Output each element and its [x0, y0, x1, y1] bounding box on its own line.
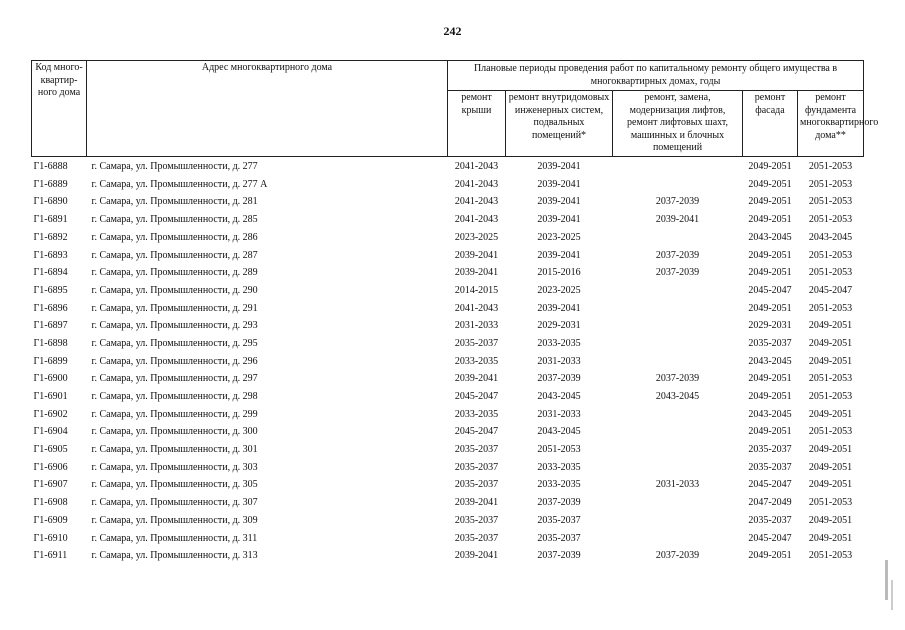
cell-lifts [613, 176, 743, 194]
cell-systems: 2039-2041 [537, 302, 581, 314]
cell-address: г. Самара, ул. Промышленности, д. 296 [91, 355, 258, 367]
cell-address: г. Самара, ул. Промышленности, д. 291 [91, 302, 258, 314]
cell-address: г. Самара, ул. Промышленности, д. 301 [91, 444, 258, 456]
cell-address: г. Самара, ул. Промышленности, д. 287 [91, 249, 258, 261]
cell-facade: 2035-2037 [748, 337, 792, 349]
table-row [32, 265, 864, 283]
cell-systems: 2035-2037 [537, 514, 581, 526]
cell-address: г. Самара, ул. Промышленности, д. 307 [91, 497, 258, 509]
cell-roof: 2041-2043 [454, 178, 499, 190]
cell-systems: 2023-2025 [537, 231, 581, 243]
cell-foundation: 2049-2051 [808, 337, 853, 349]
table-row [32, 530, 864, 548]
cell-foundation: 2049-2051 [808, 320, 853, 332]
cell-roof: 2039-2041 [454, 267, 499, 279]
cell-address: г. Самара, ул. Промышленности, д. 281 [91, 196, 258, 208]
table-row [32, 477, 864, 495]
cell-systems: 2051-2053 [537, 444, 581, 456]
cell-address: г. Самара, ул. Промышленности, д. 286 [91, 231, 258, 243]
scan-speck [885, 560, 888, 600]
cell-code: Г1-6904 [33, 426, 68, 438]
cell-systems: 2035-2037 [537, 532, 581, 544]
cell-code: Г1-6894 [33, 267, 68, 279]
cell-lifts: 2031-2033 [655, 479, 700, 491]
cell-roof: 2035-2037 [454, 444, 499, 456]
cell-foundation: 2051-2053 [808, 373, 853, 385]
scan-speck [891, 580, 893, 610]
table-row [32, 459, 864, 477]
cell-code: Г1-6890 [33, 196, 68, 208]
cell-foundation: 2051-2053 [808, 196, 853, 208]
cell-foundation: 2051-2053 [808, 426, 853, 438]
cell-address: г. Самара, ул. Промышленности, д. 298 [91, 391, 258, 403]
cell-facade: 2049-2051 [748, 178, 792, 190]
cell-foundation: 2049-2051 [808, 532, 853, 544]
header-code: Код много-квартир-ного дома [32, 61, 87, 157]
cell-facade: 2049-2051 [748, 267, 792, 279]
cell-systems: 2031-2033 [537, 408, 581, 420]
cell-foundation: 2049-2051 [808, 408, 853, 420]
cell-foundation: 2049-2051 [808, 479, 853, 491]
cell-address: г. Самара, ул. Промышленности, д. 293 [91, 320, 258, 332]
cell-facade: 2043-2045 [748, 355, 792, 367]
cell-code: Г1-6893 [33, 249, 68, 261]
cell-roof: 2033-2035 [454, 355, 499, 367]
repair-schedule-table [31, 60, 879, 565]
cell-code: Г1-6909 [33, 514, 68, 526]
cell-address: г. Самара, ул. Промышленности, д. 285 [91, 214, 258, 226]
cell-code: Г1-6889 [33, 178, 68, 190]
cell-code: Г1-6898 [33, 337, 68, 349]
cell-address: г. Самара, ул. Промышленности, д. 289 [91, 267, 258, 279]
cell-lifts [613, 156, 743, 176]
cell-facade: 2045-2047 [748, 284, 792, 296]
cell-roof: 2039-2041 [454, 373, 499, 385]
cell-code: Г1-6897 [33, 320, 68, 332]
cell-roof: 2041-2043 [454, 196, 499, 208]
cell-foundation: 2051-2053 [808, 497, 853, 509]
table-row [32, 548, 864, 566]
cell-code: Г1-6891 [33, 214, 68, 226]
table-row [32, 229, 864, 247]
cell-code: Г1-6896 [33, 302, 68, 314]
header-systems: ремонт внутридомовых инженерных систем, подвальных помещений* [506, 91, 613, 157]
cell-foundation: 2049-2051 [808, 444, 853, 456]
table-body [32, 156, 864, 565]
cell-facade: 2035-2037 [748, 514, 792, 526]
cell-address: г. Самара, ул. Промышленности, д. 277 А [91, 178, 268, 190]
table-header [32, 61, 879, 157]
cell-systems: 2039-2041 [537, 178, 581, 190]
cell-lifts [613, 459, 743, 477]
cell-code: Г1-6895 [33, 284, 68, 296]
cell-systems: 2023-2025 [537, 284, 581, 296]
table-row [32, 371, 864, 389]
cell-systems: 2033-2035 [537, 479, 581, 491]
table-row [32, 176, 864, 194]
table-row [32, 247, 864, 265]
cell-roof: 2035-2037 [454, 461, 499, 473]
cell-foundation: 2051-2053 [808, 391, 853, 403]
cell-roof: 2045-2047 [454, 426, 499, 438]
cell-lifts [613, 530, 743, 548]
cell-code: Г1-6902 [33, 408, 68, 420]
header-lifts: ремонт, замена, модернизация лифтов, ремонт лифтовых шахт, машинных и блочных помещений [613, 91, 743, 157]
cell-facade: 2035-2037 [748, 444, 792, 456]
cell-systems: 2039-2041 [537, 249, 581, 261]
cell-lifts [613, 424, 743, 442]
cell-address: г. Самара, ул. Промышленности, д. 309 [91, 514, 258, 526]
cell-systems: 2037-2039 [537, 497, 581, 509]
cell-lifts [613, 495, 743, 513]
cell-address: г. Самара, ул. Промышленности, д. 313 [91, 550, 258, 562]
cell-facade: 2049-2051 [748, 196, 792, 208]
table-row [32, 300, 864, 318]
cell-facade: 2049-2051 [748, 161, 792, 173]
cell-systems: 2043-2045 [537, 391, 581, 403]
cell-roof: 2041-2043 [454, 302, 499, 314]
cell-code: Г1-6911 [33, 550, 68, 562]
cell-facade: 2049-2051 [748, 426, 792, 438]
cell-roof: 2041-2043 [454, 161, 499, 173]
header-periods-group: Плановые периоды проведения работ по капитальному ремонту общего имущества в многоквартирных домах, годы [448, 61, 864, 91]
table-row [32, 512, 864, 530]
cell-address: г. Самара, ул. Промышленности, д. 297 [91, 373, 258, 385]
cell-lifts [613, 442, 743, 460]
table-row [32, 282, 864, 300]
cell-code: Г1-6899 [33, 355, 68, 367]
cell-roof: 2039-2041 [454, 249, 499, 261]
cell-facade: 2045-2047 [748, 532, 792, 544]
cell-roof: 2014-2015 [454, 284, 499, 296]
table-row [32, 388, 864, 406]
cell-systems: 2033-2035 [537, 461, 581, 473]
header-facade: ремонт фасада [743, 91, 798, 157]
cell-facade: 2035-2037 [748, 461, 792, 473]
table-row [32, 156, 864, 176]
cell-foundation: 2045-2047 [808, 284, 853, 296]
cell-lifts: 2039-2041 [655, 214, 700, 226]
cell-lifts [613, 229, 743, 247]
cell-roof: 2035-2037 [454, 479, 499, 491]
cell-roof: 2033-2035 [454, 408, 499, 420]
cell-lifts: 2037-2039 [655, 196, 700, 208]
cell-code: Г1-6906 [33, 461, 68, 473]
table-row [32, 406, 864, 424]
cell-systems: 2039-2041 [537, 196, 581, 208]
cell-lifts [613, 282, 743, 300]
cell-roof: 2039-2041 [454, 550, 499, 562]
cell-facade: 2045-2047 [748, 479, 792, 491]
cell-address: г. Самара, ул. Промышленности, д. 277 [91, 161, 258, 173]
cell-foundation: 2049-2051 [808, 461, 853, 473]
cell-code: Г1-6888 [33, 161, 68, 173]
cell-lifts [613, 300, 743, 318]
cell-lifts [613, 335, 743, 353]
cell-systems: 2031-2033 [537, 355, 581, 367]
cell-systems: 2039-2041 [537, 214, 581, 226]
cell-roof: 2035-2037 [454, 337, 499, 349]
table-row [32, 318, 864, 336]
cell-foundation: 2051-2053 [808, 161, 853, 173]
cell-foundation: 2051-2053 [808, 249, 853, 261]
cell-lifts: 2037-2039 [655, 550, 700, 562]
cell-address: г. Самара, ул. Промышленности, д. 300 [91, 426, 258, 438]
cell-facade: 2049-2051 [748, 302, 792, 314]
header-roof: ремонт крыши [448, 91, 506, 157]
cell-systems: 2043-2045 [537, 426, 581, 438]
cell-code: Г1-6900 [33, 373, 68, 385]
cell-lifts: 2037-2039 [655, 267, 700, 279]
header-address: Адрес многоквартирного дома [87, 61, 448, 157]
table-row [32, 212, 864, 230]
cell-address: г. Самара, ул. Промышленности, д. 290 [91, 284, 258, 296]
cell-address: г. Самара, ул. Промышленности, д. 311 [91, 532, 258, 544]
cell-systems: 2015-2016 [537, 267, 581, 279]
cell-facade: 2049-2051 [748, 391, 792, 403]
table-row [32, 442, 864, 460]
cell-code: Г1-6901 [33, 391, 68, 403]
cell-lifts [613, 406, 743, 424]
cell-address: г. Самара, ул. Промышленности, д. 299 [91, 408, 258, 420]
cell-roof: 2023-2025 [454, 231, 499, 243]
table-row [32, 495, 864, 513]
cell-foundation: 2049-2051 [808, 514, 853, 526]
cell-roof: 2045-2047 [454, 391, 499, 403]
cell-lifts: 2043-2045 [655, 391, 700, 403]
table-row [32, 353, 864, 371]
cell-roof: 2035-2037 [454, 514, 499, 526]
cell-facade: 2029-2031 [748, 320, 792, 332]
cell-code: Г1-6907 [33, 479, 68, 491]
cell-facade: 2043-2045 [748, 408, 792, 420]
page-number: 242 [443, 24, 462, 38]
cell-facade: 2049-2051 [748, 373, 792, 385]
header-foundation: ремонт фундамента многоквартирного дома** [798, 91, 864, 157]
cell-lifts [613, 353, 743, 371]
cell-systems: 2039-2041 [537, 161, 581, 173]
cell-code: Г1-6908 [33, 497, 68, 509]
cell-systems: 2029-2031 [537, 320, 581, 332]
cell-roof: 2039-2041 [454, 497, 499, 509]
table-row [32, 194, 864, 212]
table-row [32, 424, 864, 442]
cell-code: Г1-6905 [33, 444, 68, 456]
cell-foundation: 2043-2045 [808, 231, 853, 243]
cell-address: г. Самара, ул. Промышленности, д. 303 [91, 461, 258, 473]
cell-foundation: 2051-2053 [808, 550, 853, 562]
cell-foundation: 2051-2053 [808, 302, 853, 314]
cell-foundation: 2051-2053 [808, 214, 853, 226]
cell-facade: 2049-2051 [748, 214, 792, 226]
cell-foundation: 2051-2053 [808, 267, 853, 279]
table-row [32, 335, 864, 353]
cell-systems: 2037-2039 [537, 550, 581, 562]
cell-foundation: 2051-2053 [808, 178, 853, 190]
cell-roof: 2041-2043 [454, 214, 499, 226]
cell-code: Г1-6910 [33, 532, 68, 544]
cell-lifts: 2037-2039 [655, 373, 700, 385]
cell-roof: 2035-2037 [454, 532, 499, 544]
cell-roof: 2031-2033 [454, 320, 499, 332]
cell-foundation: 2049-2051 [808, 355, 853, 367]
cell-facade: 2047-2049 [748, 497, 792, 509]
cell-code: Г1-6892 [33, 231, 68, 243]
cell-address: г. Самара, ул. Промышленности, д. 305 [91, 479, 258, 491]
cell-address: г. Самара, ул. Промышленности, д. 295 [91, 337, 258, 349]
cell-lifts: 2037-2039 [655, 249, 700, 261]
cell-systems: 2033-2035 [537, 337, 581, 349]
cell-lifts [613, 318, 743, 336]
cell-facade: 2043-2045 [748, 231, 792, 243]
cell-facade: 2049-2051 [748, 550, 792, 562]
cell-lifts [613, 512, 743, 530]
cell-facade: 2049-2051 [748, 249, 792, 261]
cell-systems: 2037-2039 [537, 373, 581, 385]
